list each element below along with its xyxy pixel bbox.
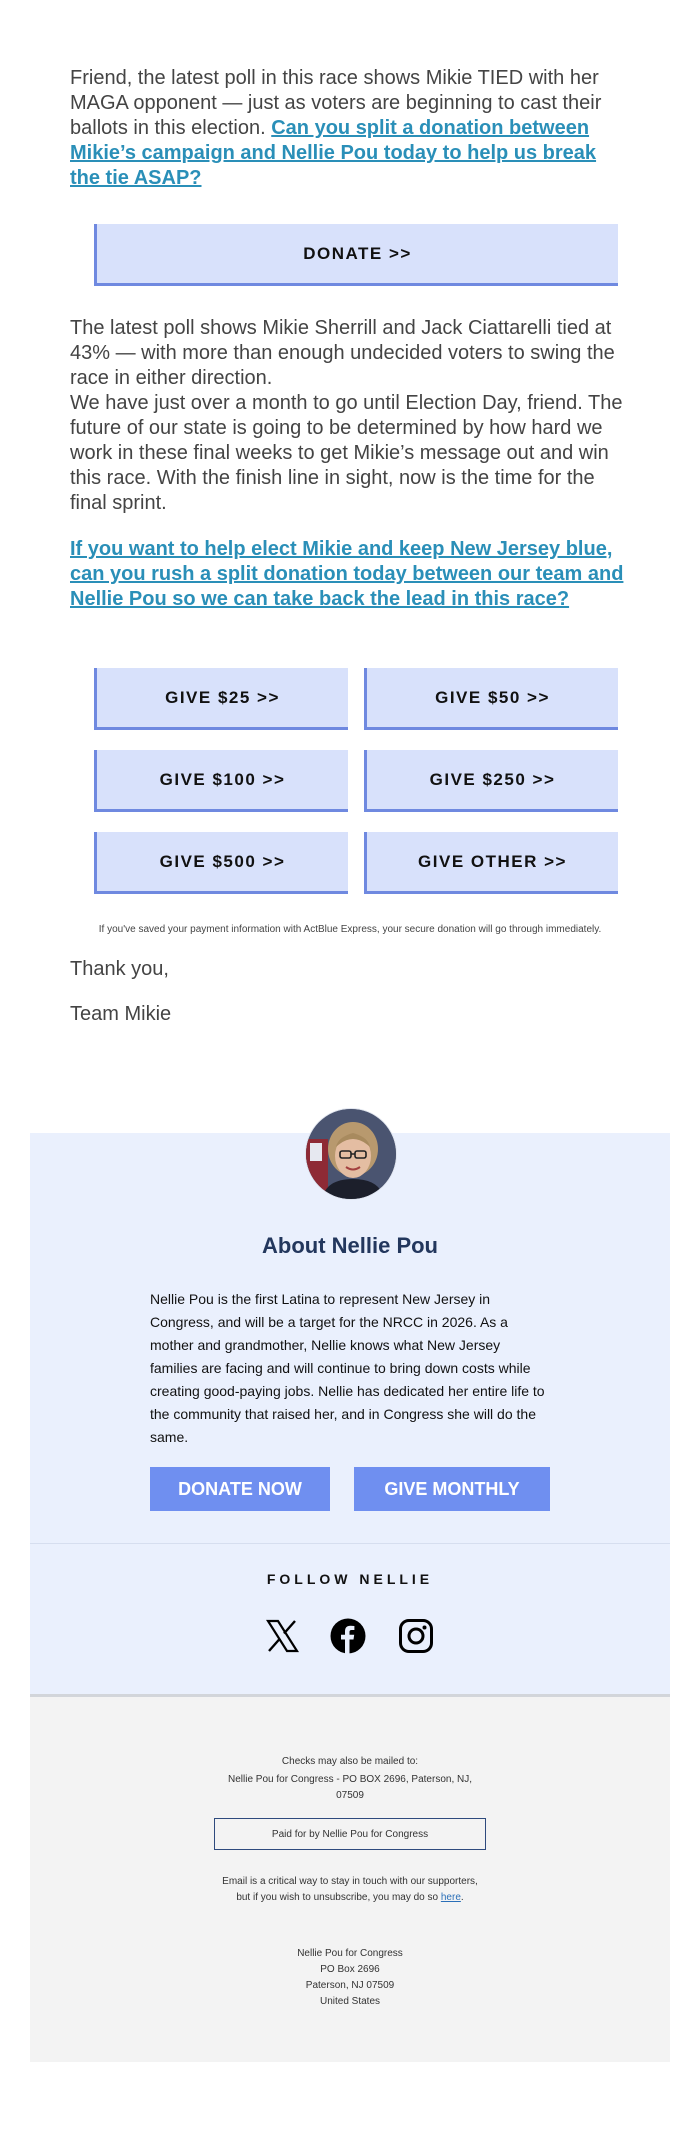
give-monthly-button[interactable]: GIVE MONTHLY	[354, 1467, 550, 1511]
instagram-icon[interactable]	[398, 1618, 434, 1654]
paid-for-disclaimer: Paid for by Nellie Pou for Congress	[214, 1818, 486, 1850]
footer-address	[210, 1946, 490, 2010]
candidate-photo	[305, 1108, 397, 1200]
unsubscribe-text	[222, 1874, 478, 1906]
address-line: Nellie Pou for Congress	[297, 1948, 403, 1959]
signoff-team: Team Mikie	[70, 1003, 172, 1025]
address-line: PO Box 2696	[320, 1964, 380, 1975]
x-icon[interactable]	[264, 1618, 300, 1654]
checks-address: Nellie Pou for Congress - PO BOX 2696, Paterson, NJ, 07509	[228, 1774, 472, 1801]
intro-paragraph	[70, 66, 630, 191]
signoff-thanks: Thank you,	[70, 958, 169, 980]
give-50-button[interactable]: GIVE $50 >>	[364, 668, 618, 730]
give-250-button[interactable]: GIVE $250 >>	[364, 750, 618, 812]
email-info-text: Email is a critical way to stay in touch with our supporters, but if you wish to unsubscribe, you may do so	[222, 1876, 478, 1903]
give-25-button[interactable]: GIVE $25 >>	[94, 668, 348, 730]
appeal-link[interactable]: If you want to help elect Mikie and keep New Jersey blue, can you rush a split donation today between our team and Nellie Pou so we can take back the lead in this race?	[70, 538, 624, 610]
poll-paragraph: The latest poll shows Mikie Sherrill and Jack Ciattarelli tied at 43% — with more than enough undecided voters to swing the race in either direction.	[70, 317, 615, 389]
address-line: Paterson, NJ 07509	[305, 1980, 395, 1991]
address-line: United States	[319, 1996, 381, 2007]
give-100-button[interactable]: GIVE $100 >>	[94, 750, 348, 812]
follow-title: FOLLOW NELLIE	[266, 1571, 434, 1587]
unsubscribe-link[interactable]: here	[440, 1892, 461, 1903]
appeal-paragraph	[70, 537, 640, 612]
checks-mail-line: Checks may also be mailed to:	[281, 1756, 419, 1767]
intro-text: Friend, the latest poll in this race shows Mikie TIED with her MAGA opponent — just as voters are beginning to cast their ballots in this election.	[70, 67, 602, 139]
email-info-end: .	[460, 1892, 464, 1903]
final-sprint-paragraph: We have just over a month to go until Election Day, friend. The future of our state is going to be determined by how hard we work in these final weeks to get Mikie’s message out and win this race. With the finish line in sight, now is the time for the final sprint.	[70, 392, 623, 514]
split-donation-link[interactable]: Can you split a donation between Mikie’s campaign and Nellie Pou today to help us break the tie ASAP?	[70, 117, 597, 189]
actblue-express-note: If you've saved your payment information with ActBlue Express, your secure donation will go through immediately.	[98, 924, 602, 935]
give-500-button[interactable]: GIVE $500 >>	[94, 832, 348, 894]
donate-button[interactable]: DONATE >>	[94, 224, 618, 286]
give-other-button[interactable]: GIVE OTHER >>	[364, 832, 618, 894]
about-text: Nellie Pou is the first Latina to represent New Jersey in Congress, and will be a target for the NRCC in 2026. As a mother and grandmother, Nellie knows what New Jersey families are facing and will continue to bring down costs while creating good-paying jobs. Nellie has dedicated her entire life to the community that raised her, and in Congress she will do the same.	[150, 1291, 545, 1445]
facebook-icon[interactable]	[330, 1618, 366, 1654]
donate-now-button[interactable]: DONATE NOW	[150, 1467, 330, 1511]
about-title: About Nellie Pou	[262, 1233, 438, 1258]
